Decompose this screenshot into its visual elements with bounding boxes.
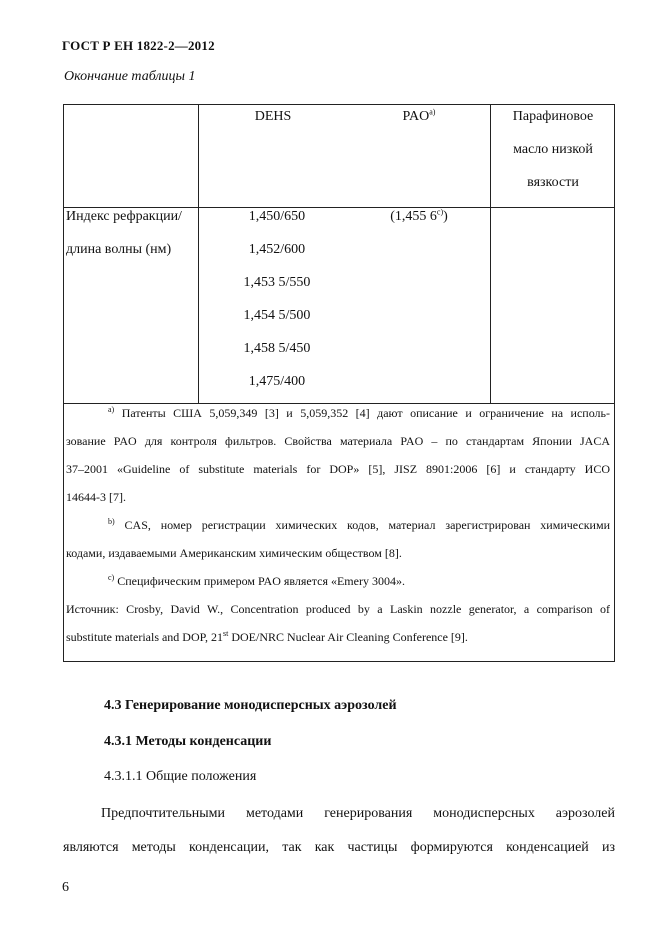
footnote-a-line: 37–2001 «Guideline of substitute materials for DOP» [5], JISZ 8901:2006 [6] и стандарту ИСО [66,462,610,476]
table-caption: Окончание таблицы 1 [64,69,196,84]
col-header-pao [348,100,490,133]
footnote-b-mark: b) [108,517,115,526]
source-line: Источник: Crosby, David W., Concentration produced by a Laskin nozzle generator, a comparison of [66,602,610,616]
footnote-b-line: кодами, издаваемыми Американским химическим обществом [8]. [66,546,402,560]
footnote-a-mark: a) [108,405,115,414]
dehs-value: 1,452/600 [248,242,306,257]
dehs-value: 1,453 5/550 [243,275,311,290]
dehs-value: 1,475/400 [248,374,306,389]
body-paragraph [63,797,615,865]
dehs-values-cell [198,200,356,398]
footnote-c-mark: c) [108,573,115,582]
row-label-refraction-index [66,200,200,266]
source-text-end: DOE/NRC Nuclear Air Cleaning Conference [9]. [228,630,468,644]
col-header-pao-label: PAO [402,109,430,124]
table-footnotes [66,399,610,651]
source-text: substitute materials and DOP, 21 [66,630,223,644]
section-heading-4-3-1: 4.3.1 Методы конденсации [104,734,272,749]
data-table [63,104,615,662]
row-label-line: длина волны (нм) [66,242,172,257]
footnote-b-line [66,511,610,539]
page-number: 6 [62,880,69,895]
footnote-a-line [66,399,610,427]
pao-value-text: (1,455 6 [390,209,437,224]
pao-value-footnote-mark: c) [436,207,444,217]
col-header-paraffin-line: Парафиновое [512,109,594,124]
section-heading-4-3: 4.3 Генерирование монодисперсных аэрозолей [104,698,397,713]
pao-value-cell [348,200,490,233]
dehs-value: 1,454 5/500 [243,308,311,323]
col-header-paraffin-line: масло низкой [513,142,593,157]
dehs-value: 1,458 5/450 [243,341,311,356]
footnote-c-line [66,567,610,595]
col-header-paraffin-line: вязкости [527,175,579,190]
col-header-pao-footnote-mark: a) [429,107,436,117]
footnote-a-line: 14644-3 [7]. [66,490,126,504]
paragraph-line: Предпочтительными методами генерирования монодисперсных аэрозолей [101,806,615,821]
footnote-c-text: Специфическим примером PAO является «Emery 3004». [117,574,405,588]
document-header: ГОСТ Р ЕН 1822-2—2012 [62,38,215,53]
footnote-a-text: Патенты США 5,059,349 [3] и 5,059,352 [4] дают описание и ограничение на исполь- [121,406,611,420]
source-line [66,623,610,651]
footnote-a-line: зование PAO для контроля фильтров. Свойства материала PAO – по стандартам Японии JACA [66,434,610,448]
paragraph-line: являются методы конденсации, так как частицы формируются конденсацией из [63,840,615,855]
footnote-b-text: CAS, номер регистрации химических кодов, материал зарегистрирован химическими [124,518,610,532]
source-ordinal: st [222,629,229,638]
section-heading-4-3-1-1: 4.3.1.1 Общие положения [104,769,257,784]
dehs-value: 1,450/650 [248,209,306,224]
col-header-dehs: DEHS [254,109,292,124]
col-header-paraffin-oil [491,100,615,199]
row-label-line: Индекс рефракции/ [66,209,182,224]
pao-value-close: ) [443,209,448,224]
